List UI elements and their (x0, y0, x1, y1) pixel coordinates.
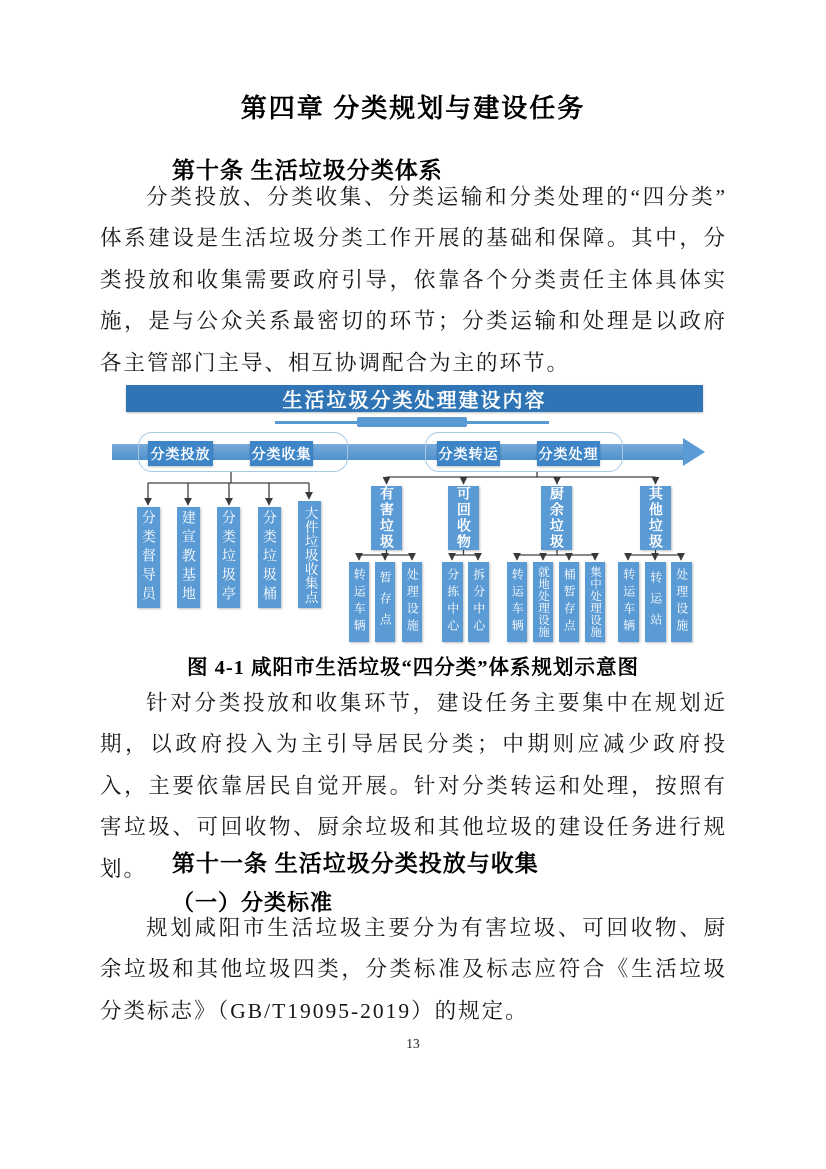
section-heading-10: 第十条 生活垃圾分类体系 (172, 158, 443, 183)
sorting-bin-node: 分类垃圾桶 (258, 507, 281, 608)
page-number: 13 (406, 1036, 420, 1051)
subsection-heading: （一）分类标准 (172, 890, 334, 915)
kw-transfer-vehicle-node: 转运车辆 (507, 562, 527, 642)
flow-step-collection: 分类收集 (250, 441, 313, 466)
paragraph-3: 规划咸阳市生活垃圾主要分为有害垃圾、可回收物、厨余垃圾和其他垃圾四类，分类标准及标志应符合《生活垃圾分类标志》（GB/T19095-2019）的规定。 (100, 916, 727, 1023)
paragraph-1: 分类投放、分类收集、分类运输和分类处理的“四分类”体系建设是生活垃圾分类工作开展的基础和保障。其中，分类投放和收集需要政府引导，依靠各个分类责任主体具体实施，是与公众关系最密切的环节；分类运输和处理是以政府各主管部门主导、相互协调配合为主的环节。 (100, 185, 727, 375)
figure-caption: 图 4-1 咸阳市生活垃圾“四分类”体系规划示意图 (186, 657, 640, 679)
ot-transfer-station-node: 转运站 (645, 562, 666, 642)
other-waste-node: 其他垃圾 (640, 486, 671, 550)
kw-central-treatment-node: 集中处理设施 (585, 562, 605, 642)
hw-transfer-vehicle-node: 转运车辆 (349, 562, 369, 642)
flow-step-treatment: 分类处理 (537, 441, 600, 466)
kw-onsite-treatment-node: 就地处理设施 (533, 562, 553, 642)
rc-sorting-center-node: 分拣中心 (442, 562, 463, 642)
hw-storage-point-node: 暂存点 (375, 562, 395, 642)
rc-dismantling-center-node: 拆分中心 (468, 562, 489, 642)
flow-step-transfer: 分类转运 (437, 441, 500, 466)
education-base-node: 建宣教基地 (177, 507, 200, 608)
section-heading-11: 第十一条 生活垃圾分类投放与收集 (172, 851, 539, 876)
kw-bin-storage-node: 桶暂存点 (559, 562, 579, 642)
paragraph-2: 针对分类投放和收集环节，建设任务主要集中在规划近期，以政府投入为主引导居民分类；中期则应减少政府投入，主要依靠居民自觉开展。针对分类转运和处理，按照有害垃圾、可回收物、厨余垃圾和其他垃圾的建设任务进行规划。 (100, 691, 727, 881)
chapter-title: 第四章 分类规划与建设任务 (240, 94, 586, 123)
recyclable-node: 可回收物 (448, 486, 479, 550)
hazardous-waste-node: 有害垃圾 (371, 486, 402, 550)
figure-diagram (110, 383, 726, 649)
bulky-waste-point-node: 大件垃圾收集点 (298, 501, 321, 608)
diagram-banner-title: 生活垃圾分类处理建设内容 (126, 385, 703, 412)
sorting-kiosk-node: 分类垃圾亭 (217, 507, 240, 608)
flow-step-disposal: 分类投放 (148, 441, 213, 466)
ot-treatment-facility-node: 处理设施 (671, 562, 692, 642)
ot-transfer-vehicle-node: 转运车辆 (618, 562, 639, 642)
hw-treatment-facility-node: 处理设施 (402, 562, 422, 642)
kitchen-waste-node: 厨余垃圾 (541, 486, 572, 550)
sorting-supervisor-node: 分类督导员 (137, 507, 160, 608)
